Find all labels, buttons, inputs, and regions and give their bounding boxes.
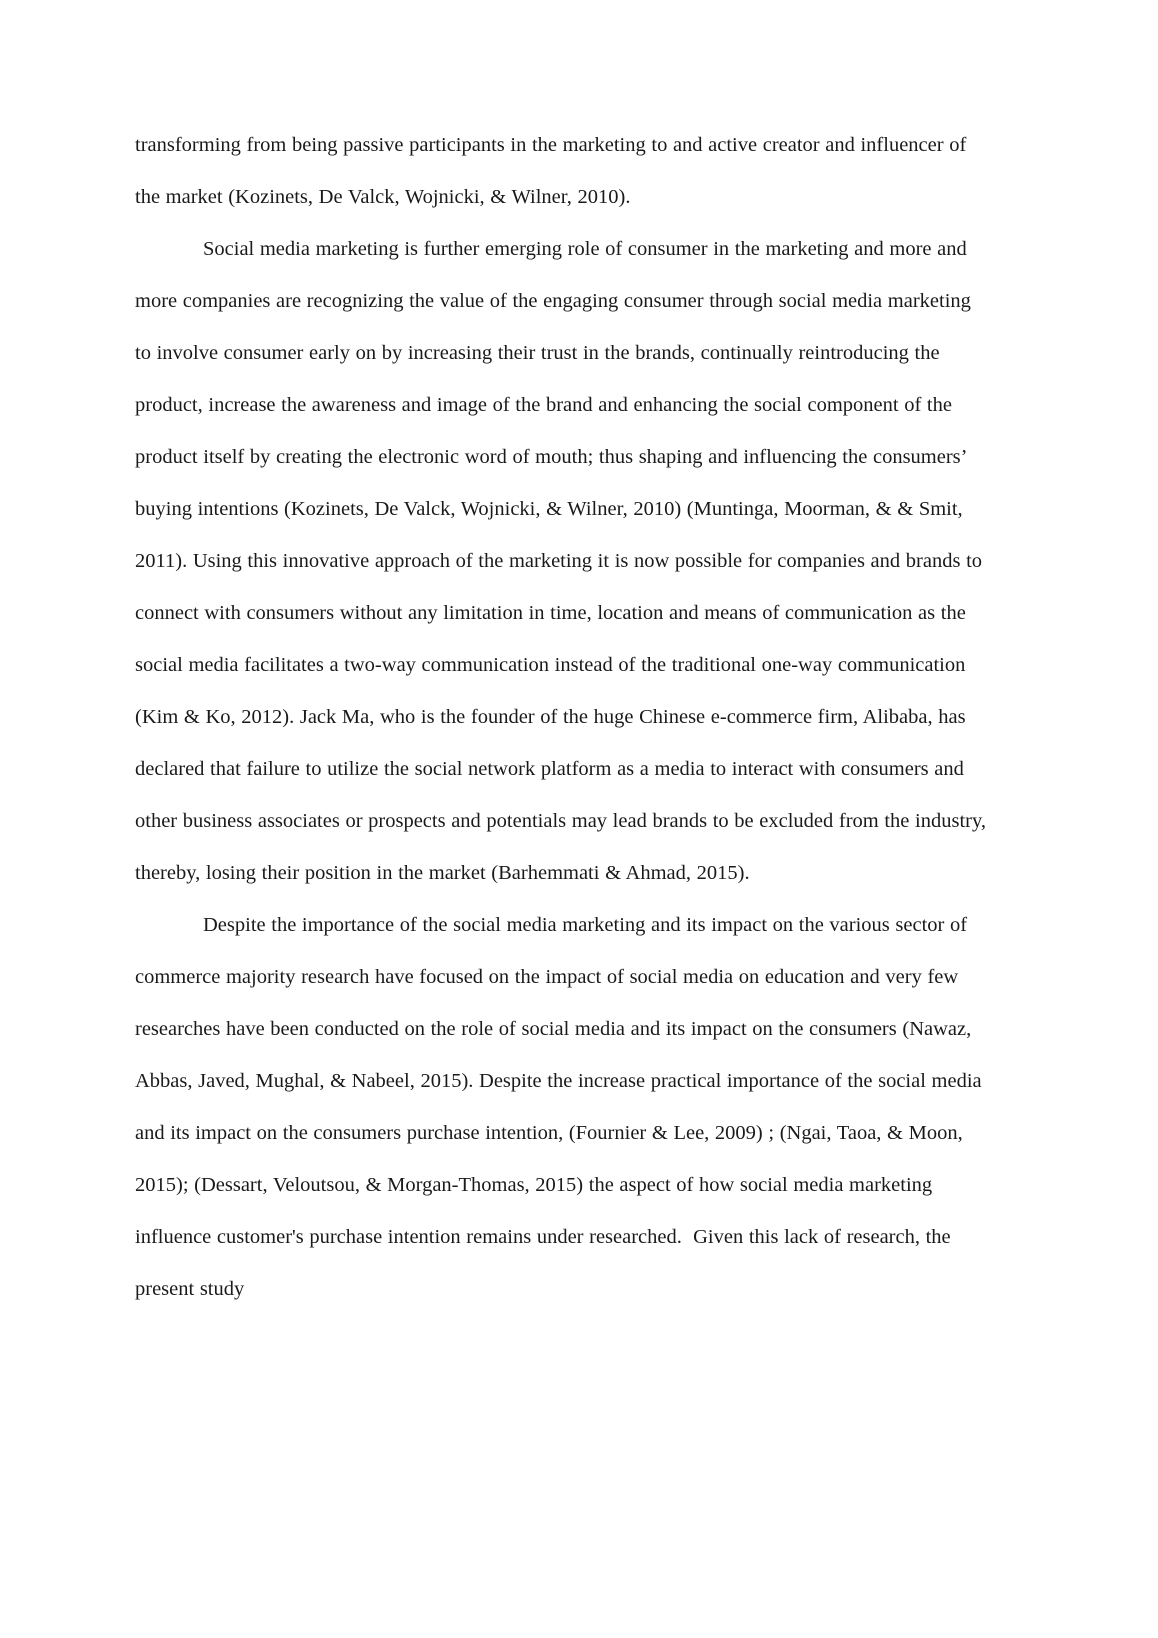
paragraph-research-gap: Despite the importance of the social media marketing and its impact on the various sector of commerce majority research have focused on the impact of social media on education and very few researches have been conducted on the role of social media and its impact on the consumers (Nawaz, Abbas, Javed, Mughal, & Nabeel, 2015). Despite the increase practical importance of the social media and its impact on the consumers purchase intention, (Fournier & Lee, 2009) ; (Ngai, Taoa, & Moon, 2015); (Dessart, Veloutsou, & Morgan-Thomas, 2015) the aspect of how social media marketing influence customer's purchase intention remains under researched. Given this lack of research, the present study	[135, 914, 988, 1300]
paragraph-continuation: transforming from being passive participants in the marketing to and active creator and influencer of the market (Kozinets, De Valck, Wojnicki, & Wilner, 2010).	[135, 134, 972, 208]
paragraph-social-media-marketing: Social media marketing is further emerging role of consumer in the marketing and more and more companies are recognizing the value of the engaging consumer through social media marketing to involve consumer early on by increasing their trust in the brands, continually reintroducing the product, increase the awareness and image of the brand and enhancing the social component of the product itself by creating the electronic word of mouth; thus shaping and influencing the consumers’ buying intentions (Kozinets, De Valck, Wojnicki, & Wilner, 2010) (Muntinga, Moorman, & & Smit, 2011). Using this innovative approach of the marketing it is now possible for companies and brands to connect with consumers without any limitation in time, location and means of communication as the social media facilitates a two-way communication instead of the traditional one-way communication (Kim & Ko, 2012). Jack Ma, who is the founder of the huge Chinese e-commerce firm, Alibaba, has declared that failure to utilize the social network platform as a media to interact with consumers and other business associates or prospects and potentials may lead brands to be excluded from the industry, thereby, losing their position in the market (Barhemmati & Ahmad, 2015).	[135, 238, 992, 884]
